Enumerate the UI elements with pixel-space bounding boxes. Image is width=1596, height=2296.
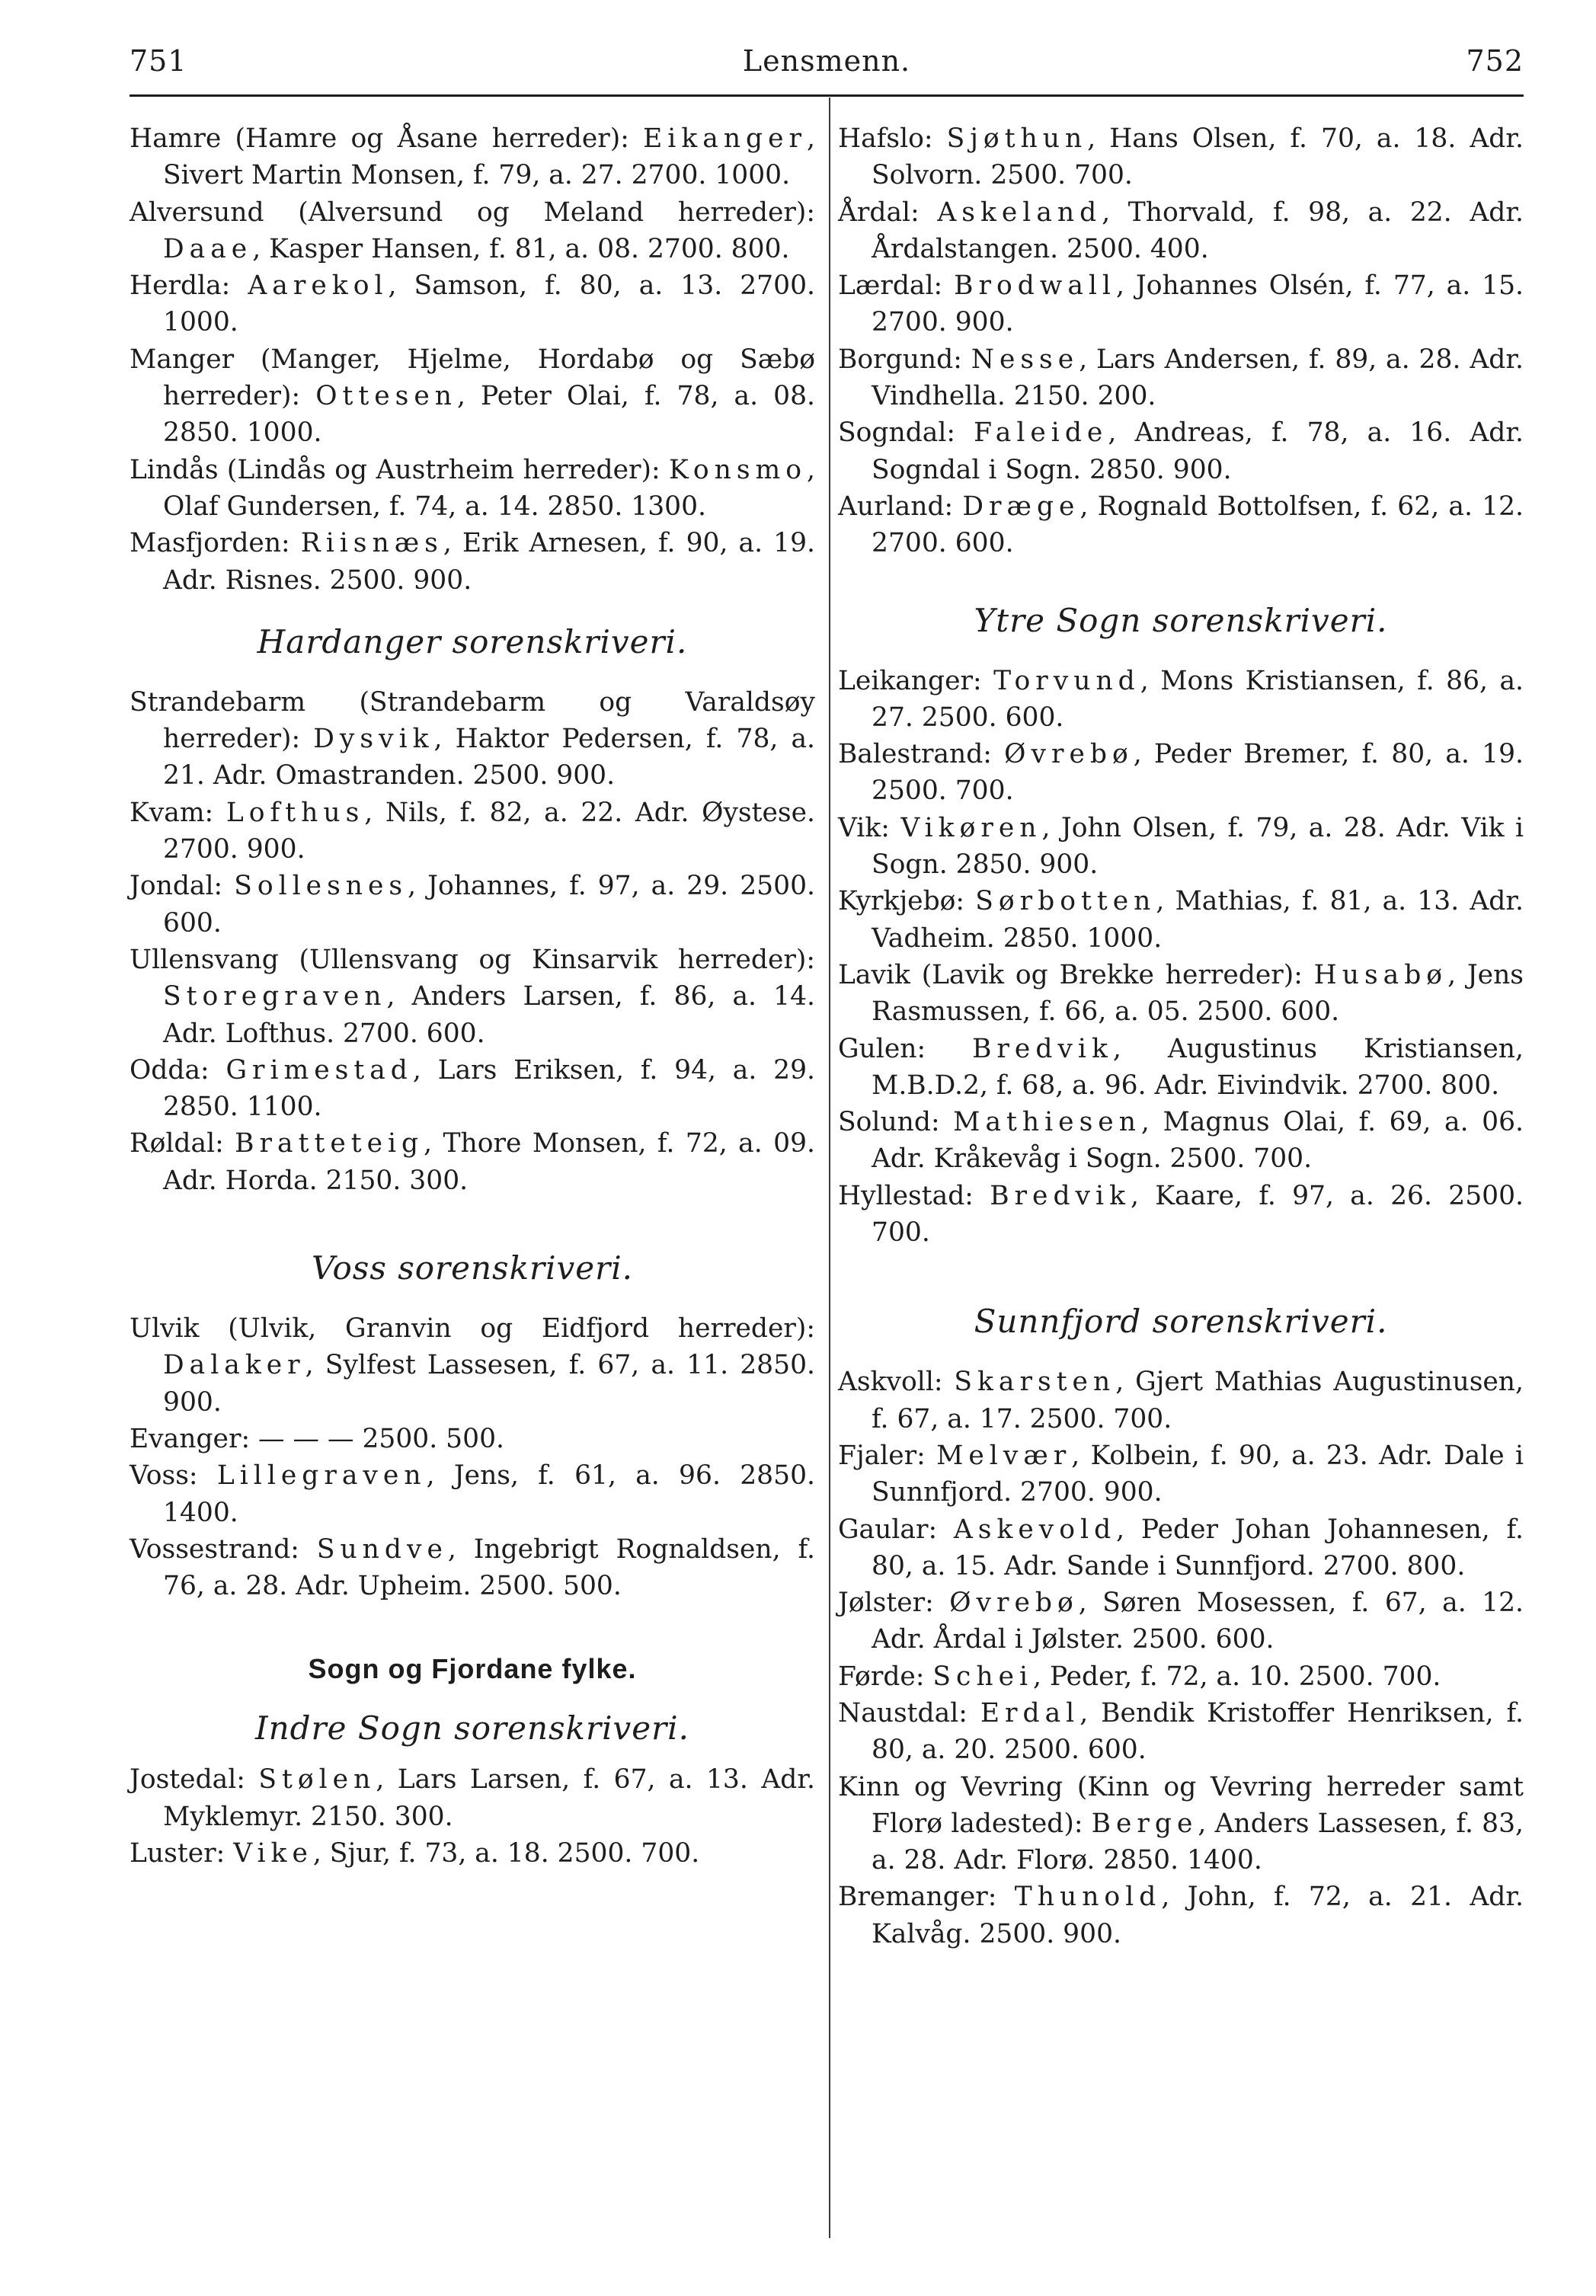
- entry: [130, 942, 815, 1052]
- entry-details: , Anders Lassesen, f. 83, a. 28. Adr. Florø. 2850. 1400.: [872, 1808, 1524, 1876]
- right-column: [838, 120, 1524, 1952]
- entry-place: Fjaler:: [838, 1440, 937, 1471]
- left-column: [130, 120, 815, 1872]
- entry: [838, 1695, 1524, 1769]
- entry-place: Hafslo:: [838, 123, 947, 154]
- entry-details: , Kolbein, f. 90, a. 23. Adr. Dale i Sunnfjord. 2700. 900.: [872, 1440, 1524, 1508]
- entry: [838, 810, 1524, 884]
- entry: [838, 1437, 1524, 1511]
- entry-name: Askevold: [953, 1514, 1117, 1545]
- entry-name: Nesse: [971, 344, 1079, 375]
- entry-place: Hamre (Hamre og Åsane herreder):: [130, 123, 644, 154]
- entry-place: Jølster:: [838, 1588, 950, 1619]
- entry: [838, 1178, 1524, 1252]
- entry-place: Naustdal:: [838, 1697, 980, 1728]
- entry-place: Strandebarm (Strandebarm og Varaldsøy herreder):: [130, 686, 815, 755]
- entry: [838, 194, 1524, 268]
- entry-details: , Jens, f. 61, a. 96. 2850. 1400.: [163, 1460, 815, 1528]
- entry: [130, 1761, 815, 1835]
- entry-place: Årdal:: [838, 197, 938, 228]
- entry-name: Øvrebø: [1004, 739, 1134, 770]
- entry: [130, 267, 815, 341]
- entry-name: Lofthus: [225, 797, 365, 828]
- entry-name: Daae: [163, 233, 253, 264]
- entry-details: , Sylfest Lassesen, f. 67, a. 11. 2850. 900.: [163, 1350, 815, 1418]
- entry-place: Gulen:: [838, 1033, 973, 1064]
- entry: [130, 452, 815, 526]
- entry-details: , Anders Larsen, f. 86, a. 14. Adr. Lofthus. 2700. 600.: [163, 981, 815, 1049]
- entry-place: Kvam:: [130, 797, 226, 828]
- entry-details: , Bendik Kristoffer Henriksen, f. 80, a. 20. 2500. 600.: [872, 1697, 1524, 1766]
- entry-list: [130, 120, 815, 599]
- entry-name: Bredvik: [990, 1180, 1131, 1211]
- entry-place: Vossestrand:: [130, 1533, 317, 1565]
- entry-place: Solund:: [838, 1107, 954, 1138]
- entry-place: Manger (Manger, Hjelme, Hordabø og Sæbø herreder):: [130, 344, 815, 412]
- page-number-left: 751: [130, 44, 187, 78]
- county-title: Sogn og Fjordane fylke.: [308, 1653, 637, 1685]
- entry-name: Berge: [1091, 1808, 1198, 1839]
- entry-details: , Mathias, f. 81, a. 13. Adr. Vadheim. 2850. 1000.: [872, 886, 1524, 954]
- entry-place: Leikanger:: [838, 665, 994, 696]
- entry: [130, 1421, 815, 1457]
- entry-name: Askeland: [937, 197, 1102, 228]
- entry: [838, 1769, 1524, 1879]
- entry: [130, 1457, 815, 1531]
- entry-name: Eikanger: [643, 123, 808, 154]
- entry-details: , Lars Eriksen, f. 94, a. 29. 2850. 1100.: [163, 1054, 816, 1123]
- entry-details: , Peder, f. 72, a. 10. 2500. 700.: [1033, 1661, 1441, 1692]
- entry-name: Aarekol: [248, 270, 389, 302]
- entry-place: Evanger: — — — 2500. 500.: [130, 1423, 504, 1454]
- entry-place: Hyllestad:: [838, 1180, 990, 1211]
- section-title-voss: Voss sorenskriveri.: [312, 1249, 633, 1287]
- entry: [130, 341, 815, 452]
- entry-list: [838, 1364, 1524, 1952]
- entry: [130, 120, 815, 194]
- entry-details: , Sivert Martin Monsen, f. 79, a. 27. 2700. 1000.: [163, 123, 815, 191]
- entry-details: , Søren Mosessen, f. 67, a. 12. Adr. Årdal i Jølster. 2500. 600.: [872, 1588, 1524, 1655]
- entry: [838, 736, 1524, 810]
- entry-details: , Lars Larsen, f. 67, a. 13. Adr. Myklemyr. 2150. 300.: [163, 1764, 815, 1832]
- entry: [130, 1531, 815, 1605]
- section-title-hardanger: Hardanger sorenskriveri.: [257, 622, 688, 660]
- entry-name: Sørbotten: [975, 886, 1156, 917]
- section-title-indre-sogn: Indre Sogn sorenskriveri.: [255, 1709, 689, 1748]
- entry-place: Lindås (Lindås og Austrheim herreder):: [130, 454, 669, 485]
- entry-name: Skarsten: [954, 1367, 1116, 1398]
- entry: [838, 414, 1524, 488]
- entry-details: , Thorvald, f. 98, a. 22. Adr. Årdalstangen. 2500. 400.: [872, 197, 1524, 264]
- entry-details: , John Olsen, f. 79, a. 28. Adr. Vik i Sogn. 2850. 900.: [872, 812, 1524, 881]
- entry: [838, 267, 1524, 341]
- entry-details: , Magnus Olai, f. 69, a. 06. Adr. Kråkevåg i Sogn. 2500. 700.: [872, 1107, 1524, 1175]
- entry-place: Borgund:: [838, 344, 971, 375]
- section-title-ytre-sogn: Ytre Sogn sorenskriveri.: [974, 601, 1388, 639]
- entry-name: Sjøthun: [946, 123, 1088, 154]
- entry-place: Lærdal:: [838, 270, 955, 302]
- entry-details: , Johannes Olsén, f. 77, a. 15. 2700. 900.: [872, 270, 1524, 338]
- entry-place: Kinn og Vevring (Kinn og Vevring herreder samt Florø ladested):: [838, 1771, 1524, 1839]
- entry-place: Herdla:: [130, 270, 248, 302]
- entry-details: , Lars Andersen, f. 89, a. 28. Adr. Vindhella. 2150. 200.: [872, 344, 1524, 412]
- entry-name: Dysvik: [313, 724, 434, 755]
- entry-list: [130, 1761, 815, 1872]
- entry-details: , Augustinus Kristiansen, M.B.D.2, f. 68, a. 96. Adr. Eivindvik. 2700. 800.: [872, 1033, 1524, 1101]
- entry: [838, 663, 1524, 737]
- entry-details: , Rognald Bottolfsen, f. 62, a. 12. 2700. 600.: [872, 491, 1524, 559]
- entry: [130, 1835, 815, 1872]
- entry-details: , Thore Monsen, f. 72, a. 09. Adr. Horda. 2150. 300.: [163, 1128, 816, 1196]
- entry-name: Grimestad: [225, 1054, 413, 1086]
- entry-details: , Mons Kristiansen, f. 86, a. 27. 2500. 600.: [872, 665, 1524, 733]
- entry-name: Bredvik: [972, 1033, 1113, 1064]
- entry-name: Dræge: [962, 491, 1080, 522]
- entry-list: [130, 684, 815, 1199]
- entry: [838, 1584, 1524, 1658]
- entry: [838, 883, 1524, 957]
- entry-details: , Kasper Hansen, f. 81, a. 08. 2700. 800.: [252, 233, 790, 264]
- section-title-sunnfjord: Sunnfjord sorenskriveri.: [974, 1303, 1388, 1341]
- entry: [130, 1052, 815, 1126]
- entry-place: Ulvik (Ulvik, Granvin og Eidfjord herreder):: [130, 1313, 815, 1345]
- entry-details: , Erik Arnesen, f. 90, a. 19. Adr. Risnes. 2500. 900.: [163, 528, 815, 596]
- entry-place: Odda:: [130, 1054, 226, 1086]
- entry-name: Husabø: [1313, 959, 1448, 990]
- entry-details: , Peter Olai, f. 78, a. 08. 2850. 1000.: [163, 381, 815, 449]
- page-header: [130, 44, 1524, 90]
- entry-details: , Nils, f. 82, a. 22. Adr. Øystese. 2700. 900.: [163, 797, 816, 865]
- entry-details: , Haktor Pedersen, f. 78, a. 21. Adr. Omastranden. 2500. 900.: [163, 724, 815, 791]
- entry-name: Storegraven: [163, 981, 387, 1012]
- entry-name: Ottesen: [315, 381, 457, 412]
- entry-name: Brodwall: [954, 270, 1116, 302]
- entry: [130, 194, 815, 268]
- entry-details: , Andreas, f. 78, a. 16. Adr. Sogndal i Sogn. 2850. 900.: [872, 417, 1524, 485]
- entry-name: Faleide: [974, 417, 1108, 449]
- entry: [130, 795, 815, 868]
- header-rule: [130, 94, 1524, 97]
- entry-name: Sundve: [316, 1533, 448, 1565]
- entry: [838, 1879, 1524, 1952]
- entry-place: Balestrand:: [838, 739, 1005, 770]
- entry-list: [838, 120, 1524, 562]
- entry: [130, 525, 815, 599]
- entry-name: Bratteteig: [235, 1128, 424, 1159]
- entry: [838, 1104, 1524, 1178]
- entry-details: , Samson, f. 80, a. 13. 2700. 1000.: [163, 270, 816, 338]
- running-title: Lensmenn.: [742, 44, 911, 78]
- entry-name: Thunold: [1014, 1882, 1162, 1913]
- entry: [838, 341, 1524, 415]
- entry-place: Luster:: [130, 1837, 234, 1869]
- entry-details: , Peder Johan Johannesen, f. 80, a. 15. Adr. Sande i Sunnfjord. 2700. 800.: [872, 1514, 1524, 1581]
- entry-name: Melvær: [936, 1440, 1072, 1471]
- entry-name: Konsmo: [669, 454, 808, 485]
- entry: [130, 684, 815, 795]
- entry-place: Jondal:: [130, 871, 235, 902]
- entry-name: Mathiesen: [953, 1107, 1141, 1138]
- entry-place: Lavik (Lavik og Brekke herreder):: [838, 959, 1314, 990]
- entry: [838, 1511, 1524, 1585]
- entry: [130, 1310, 815, 1421]
- entry-details: , Johannes, f. 97, a. 29. 2500. 600.: [163, 871, 815, 939]
- entry-name: Erdal: [980, 1697, 1080, 1728]
- entry-details: , Gjert Mathias Augustinusen, f. 67, a. 17. 2500. 700.: [872, 1367, 1524, 1434]
- entry-place: Alversund (Alversund og Meland herreder):: [130, 197, 815, 228]
- entry-name: Øvrebø: [949, 1588, 1079, 1619]
- entry: [130, 1125, 815, 1199]
- entry-name: Schei: [932, 1661, 1034, 1692]
- entry-place: Sogndal:: [838, 417, 974, 449]
- entry: [838, 1364, 1524, 1437]
- entry: [838, 488, 1524, 562]
- entry-place: Kyrkjebø:: [838, 886, 976, 917]
- entry-name: Stølen: [258, 1764, 376, 1796]
- entry: [130, 868, 815, 942]
- entry: [838, 120, 1524, 194]
- entry: [838, 957, 1524, 1031]
- entry-place: Bremanger:: [838, 1882, 1015, 1913]
- entry-details: , Olaf Gundersen, f. 74, a. 14. 2850. 1300.: [163, 454, 815, 522]
- entry: [838, 1031, 1524, 1105]
- entry-place: Voss:: [130, 1460, 217, 1492]
- entry-name: Dalaker: [163, 1350, 305, 1381]
- entry-name: Riisnæs: [300, 528, 443, 559]
- entry-name: Sollesnes: [234, 871, 408, 902]
- entry-list: [838, 663, 1524, 1252]
- entry-place: Gaular:: [838, 1514, 954, 1545]
- column-divider: [829, 98, 830, 2238]
- entry-details: , Kaare, f. 97, a. 26. 2500. 700.: [872, 1180, 1524, 1249]
- entry-details: , Peder Bremer, f. 80, a. 19. 2500. 700.: [872, 739, 1524, 807]
- entry-details: , Hans Olsen, f. 70, a. 18. Adr. Solvorn. 2500. 700.: [872, 123, 1524, 191]
- entry-details: , Ingebrigt Rognaldsen, f. 76, a. 28. Adr. Upheim. 2500. 500.: [163, 1533, 816, 1602]
- entry-name: Vike: [233, 1837, 313, 1869]
- entry-place: Masfjorden:: [130, 528, 301, 559]
- page-number-right: 752: [1466, 44, 1524, 78]
- entry-details: , Sjur, f. 73, a. 18. 2500. 700.: [312, 1837, 700, 1869]
- entry-place: Aurland:: [838, 491, 963, 522]
- entry-name: Lillegraven: [216, 1460, 427, 1492]
- entry-details: , John, f. 72, a. 21. Adr. Kalvåg. 2500. 900.: [872, 1882, 1524, 1949]
- entry: [838, 1658, 1524, 1695]
- entry-name: Torvund: [993, 665, 1140, 696]
- entry-place: Vik:: [838, 812, 901, 843]
- entry-place: Førde:: [838, 1661, 933, 1692]
- entry-place: Røldal:: [130, 1128, 235, 1159]
- entry-details: , Jens Rasmussen, f. 66, a. 05. 2500. 600.: [872, 959, 1524, 1028]
- entry-name: Vikøren: [900, 812, 1042, 843]
- entry-place: Ullensvang (Ullensvang og Kinsarvik herreder):: [130, 944, 815, 975]
- entry-list: [130, 1310, 815, 1604]
- entry-place: Askvoll:: [838, 1367, 955, 1398]
- entry-place: Jostedal:: [130, 1764, 259, 1796]
